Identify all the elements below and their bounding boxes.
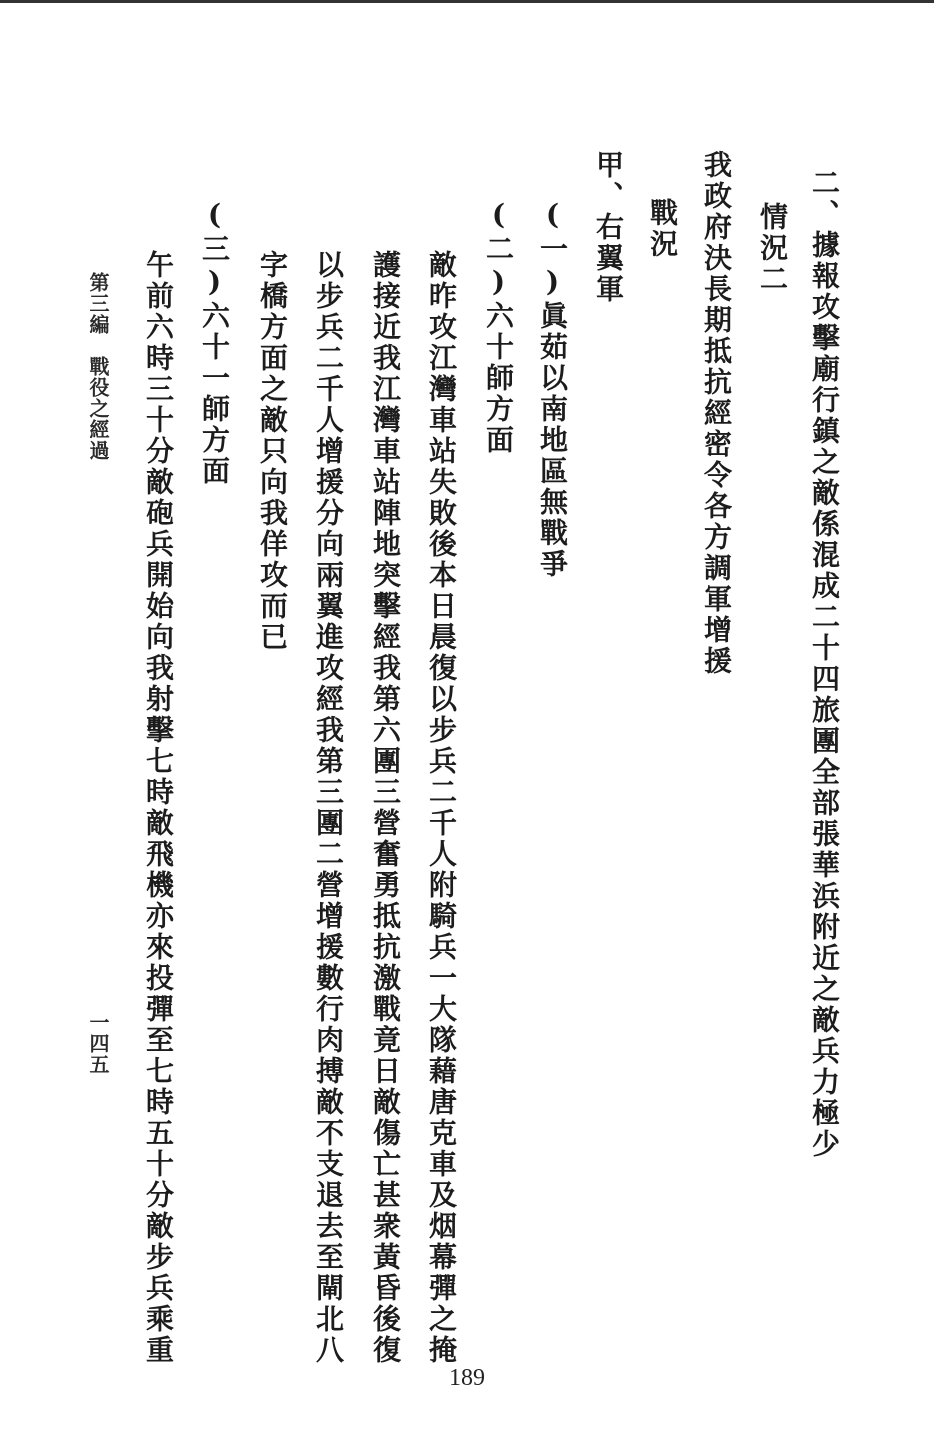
text-column-7: (二)六十師方面 xyxy=(482,198,515,456)
text-column-5: 甲、右翼軍 xyxy=(592,150,625,305)
text-column-9: 護接近我江灣車站陣地突擊經我第六團三營奮勇抵抗激戰竟日敵傷亡甚衆黃昏後復 xyxy=(369,250,402,1366)
text-column-10: 以步兵二千人增援分向兩翼進攻經我第三團二營增援數行肉搏敵不支退去至閘北八 xyxy=(312,250,345,1366)
text-column-13: 午前六時三十分敵砲兵開始向我射擊七時敵飛機亦來投彈至七時五十分敵步兵乘重 xyxy=(142,250,175,1366)
page-number: 189 xyxy=(449,1365,485,1391)
text-column-2: 情況二 xyxy=(756,202,789,295)
running-footer-section: 第三編 戰役之經過 xyxy=(86,272,110,461)
text-column-3: 我政府決長期抵抗經密令各方調軍增援 xyxy=(700,150,733,677)
running-footer-folio: 一四五 xyxy=(86,1012,110,1075)
text-column-11: 字橋方面之敵只向我佯攻而已 xyxy=(256,250,289,653)
text-column-1: 二、據報攻擊廟行鎮之敵係混成二十四旅團全部張華浜附近之敵兵力極少 xyxy=(808,168,841,1160)
top-border xyxy=(0,0,934,3)
text-column-4: 戰況 xyxy=(646,198,679,260)
text-column-6: (一)眞茹以南地區無戰爭 xyxy=(536,198,569,580)
text-column-12: (三)六十一師方面 xyxy=(198,198,231,487)
text-column-8: 敵昨攻江灣車站失敗後本日晨復以步兵二千人附騎兵一大隊藉唐克車及烟幕彈之掩 xyxy=(425,250,458,1366)
